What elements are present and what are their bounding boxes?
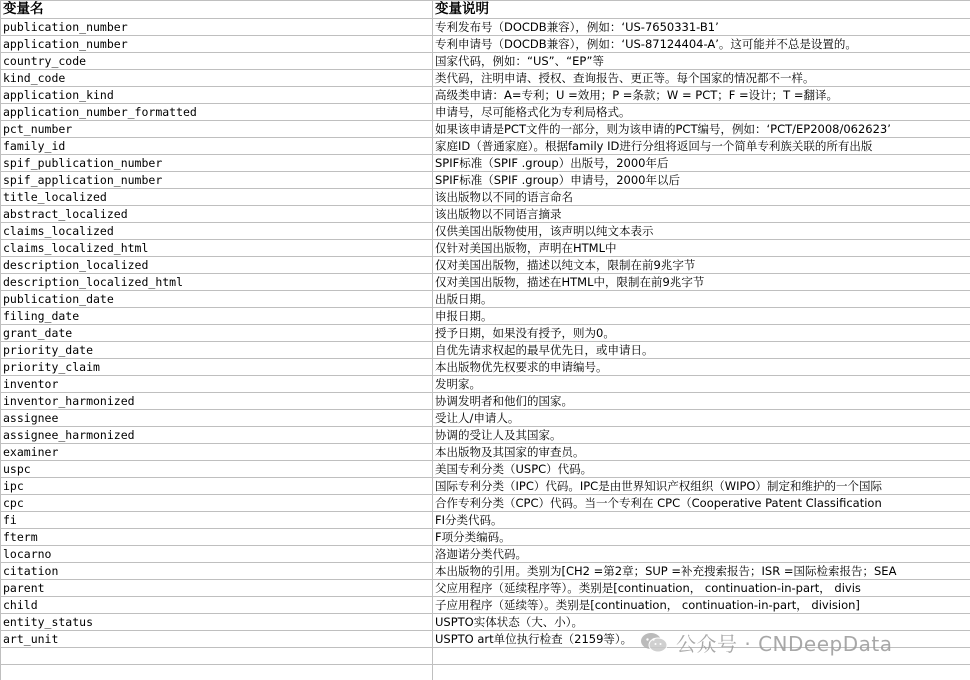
cell-variable-description[interactable]: USPTO实体状态（大、小）。 [433, 614, 970, 631]
table-row [1, 478, 970, 495]
cell-variable-description[interactable]: 父应用程序（延续程序等）。类别是[continuation， continuation-in-part， divis [433, 580, 970, 597]
cell-variable-name[interactable]: priority_claim [1, 359, 433, 376]
table-row [1, 614, 970, 631]
table-row [1, 444, 970, 461]
table-row [1, 189, 970, 206]
empty-cell[interactable] [433, 648, 970, 665]
table-row [1, 563, 970, 580]
cell-variable-description[interactable]: 申请号，尽可能格式化为专利局格式。 [433, 104, 970, 121]
cell-variable-description[interactable]: 家庭ID（普通家庭）。根据family ID进行分组将返回与一个简单专利族关联的所有出版 [433, 138, 970, 155]
cell-variable-name[interactable]: fterm [1, 529, 433, 546]
table-row [1, 325, 970, 342]
empty-cell[interactable] [1, 648, 433, 665]
cell-variable-name[interactable]: claims_localized [1, 223, 433, 240]
cell-variable-name[interactable]: description_localized_html [1, 274, 433, 291]
cell-variable-name[interactable]: art_unit [1, 631, 433, 648]
table-row [1, 427, 970, 444]
cell-variable-name[interactable]: uspc [1, 461, 433, 478]
cell-variable-description[interactable]: 发明家。 [433, 376, 970, 393]
cell-variable-name[interactable]: pct_number [1, 121, 433, 138]
table-row [1, 597, 970, 614]
table-row [1, 291, 970, 308]
table-row [1, 512, 970, 529]
cell-variable-name[interactable]: locarno [1, 546, 433, 563]
cell-variable-name[interactable]: assignee [1, 410, 433, 427]
table-row [1, 70, 970, 87]
cell-variable-description[interactable]: SPIF标准（SPIF .group）申请号，2000年以后 [433, 172, 970, 189]
header-variable-name[interactable]: 变量名 [1, 1, 433, 19]
table-row [1, 121, 970, 138]
table-row [1, 155, 970, 172]
cell-variable-description[interactable]: SPIF标准（SPIF .group）出版号，2000年后 [433, 155, 970, 172]
table-row [1, 257, 970, 274]
cell-variable-name[interactable]: application_kind [1, 87, 433, 104]
cell-variable-description[interactable]: 专利发布号（DOCDB兼容），例如：‘US-7650331-B1’ [433, 19, 970, 36]
cell-variable-name[interactable]: priority_date [1, 342, 433, 359]
cell-variable-name[interactable]: cpc [1, 495, 433, 512]
table-row [1, 104, 970, 121]
cell-variable-name[interactable]: claims_localized_html [1, 240, 433, 257]
cell-variable-description[interactable]: 协调发明者和他们的国家。 [433, 393, 970, 410]
cell-variable-name[interactable]: entity_status [1, 614, 433, 631]
cell-variable-description[interactable]: 高级类申请：A=专利；U =效用；P =条款；W = PCT；F =设计；T =翻译。 [433, 87, 970, 104]
table-row [1, 342, 970, 359]
cell-variable-description[interactable]: 该出版物以不同语言摘录 [433, 206, 970, 223]
cell-variable-name[interactable]: country_code [1, 53, 433, 70]
cell-variable-name[interactable]: fi [1, 512, 433, 529]
cell-variable-name[interactable]: inventor [1, 376, 433, 393]
cell-variable-description[interactable]: 类代码，注明申请、授权、查询报告、更正等。每个国家的情况都不一样。 [433, 70, 970, 87]
cell-variable-description[interactable]: 如果该申请是PCT文件的一部分，则为该申请的PCT编号，例如：‘PCT/EP2008/062623’ [433, 121, 970, 138]
header-row [1, 1, 970, 19]
cell-variable-name[interactable]: examiner [1, 444, 433, 461]
table-row [1, 87, 970, 104]
cell-variable-name[interactable]: filing_date [1, 308, 433, 325]
cell-variable-name[interactable]: parent [1, 580, 433, 597]
cell-variable-name[interactable]: publication_number [1, 19, 433, 36]
cell-variable-description[interactable]: USPTO art单位执行检查（2159等）。 [433, 631, 970, 648]
table-row [1, 461, 970, 478]
cell-variable-name[interactable]: abstract_localized [1, 206, 433, 223]
cell-variable-description[interactable]: F项分类编码。 [433, 529, 970, 546]
cell-variable-description[interactable]: 申报日期。 [433, 308, 970, 325]
cell-variable-name[interactable]: description_localized [1, 257, 433, 274]
cell-variable-description[interactable]: 仅供美国出版物使用，该声明以纯文本表示 [433, 223, 970, 240]
cell-variable-description[interactable]: 本出版物的引用。类别为[CH2 =第2章；SUP =补充搜索报告；ISR =国际检索报告；SEA [433, 563, 970, 580]
empty-cell[interactable] [433, 665, 970, 680]
cell-variable-description[interactable]: 出版日期。 [433, 291, 970, 308]
table-row [1, 631, 970, 648]
table-row [1, 53, 970, 70]
empty-row [1, 648, 970, 665]
table-row [1, 529, 970, 546]
table-row [1, 580, 970, 597]
cell-variable-description[interactable]: FI分类代码。 [433, 512, 970, 529]
cell-variable-description[interactable]: 仅针对美国出版物，声明在HTML中 [433, 240, 970, 257]
table-row [1, 546, 970, 563]
cell-variable-description[interactable]: 国际专利分类（IPC）代码。IPC是由世界知识产权组织（WIPO）制定和维护的一个国际 [433, 478, 970, 495]
cell-variable-name[interactable]: kind_code [1, 70, 433, 87]
cell-variable-description[interactable]: 国家代码，例如：“US”、“EP”等 [433, 53, 970, 70]
cell-variable-description[interactable]: 受让人/申请人。 [433, 410, 970, 427]
header-variable-description[interactable]: 变量说明 [433, 1, 970, 19]
cell-variable-description[interactable]: 合作专利分类（CPC）代码。当一个专利在 CPC（Cooperative Patent Classification [433, 495, 970, 512]
table-row [1, 223, 970, 240]
cell-variable-name[interactable]: application_number_formatted [1, 104, 433, 121]
table-row [1, 138, 970, 155]
table-row [1, 359, 970, 376]
cell-variable-name[interactable]: application_number [1, 36, 433, 53]
table-row [1, 19, 970, 36]
table-row [1, 308, 970, 325]
cell-variable-name[interactable]: spif_application_number [1, 172, 433, 189]
table-row [1, 393, 970, 410]
table-row [1, 172, 970, 189]
cell-variable-description[interactable]: 本出版物优先权要求的申请编号。 [433, 359, 970, 376]
cell-variable-description[interactable]: 协调的受让人及其国家。 [433, 427, 970, 444]
cell-variable-description[interactable]: 洛迦诺分类代码。 [433, 546, 970, 563]
cell-variable-description[interactable]: 美国专利分类（USPC）代码。 [433, 461, 970, 478]
cell-variable-description[interactable]: 仅对美国出版物，描述以纯文本，限制在前9兆字节 [433, 257, 970, 274]
table-row [1, 495, 970, 512]
cell-variable-name[interactable]: grant_date [1, 325, 433, 342]
cell-variable-name[interactable]: title_localized [1, 189, 433, 206]
cell-variable-description[interactable]: 该出版物以不同的语言命名 [433, 189, 970, 206]
cell-variable-name[interactable]: publication_date [1, 291, 433, 308]
cell-variable-name[interactable]: family_id [1, 138, 433, 155]
table-row [1, 376, 970, 393]
cell-variable-description[interactable]: 子应用程序（延续等）。类别是[continuation， continuation-in-part， division] [433, 597, 970, 614]
cell-variable-name[interactable]: inventor_harmonized [1, 393, 433, 410]
watermark-text: 公众号 · CNDeepData [676, 632, 893, 656]
cell-variable-name[interactable]: assignee_harmonized [1, 427, 433, 444]
cell-variable-description[interactable]: 专利申请号（DOCDB兼容），例如：‘US-87124404-A’。这可能并不总是设置的。 [433, 36, 970, 53]
cell-variable-description[interactable]: 仅对美国出版物，描述在HTML中，限制在前9兆字节 [433, 274, 970, 291]
cell-variable-name[interactable]: citation [1, 563, 433, 580]
empty-cell[interactable] [1, 665, 433, 680]
table-row [1, 206, 970, 223]
cell-variable-description[interactable]: 本出版物及其国家的审查员。 [433, 444, 970, 461]
cell-variable-name[interactable]: child [1, 597, 433, 614]
table-row [1, 274, 970, 291]
cell-variable-description[interactable]: 授予日期，如果没有授予，则为0。 [433, 325, 970, 342]
cell-variable-description[interactable]: 自优先请求权起的最早优先日，或申请日。 [433, 342, 970, 359]
cell-variable-name[interactable]: ipc [1, 478, 433, 495]
table-row [1, 36, 970, 53]
empty-row [1, 665, 970, 680]
table-row [1, 410, 970, 427]
cell-variable-name[interactable]: spif_publication_number [1, 155, 433, 172]
table-row [1, 240, 970, 257]
